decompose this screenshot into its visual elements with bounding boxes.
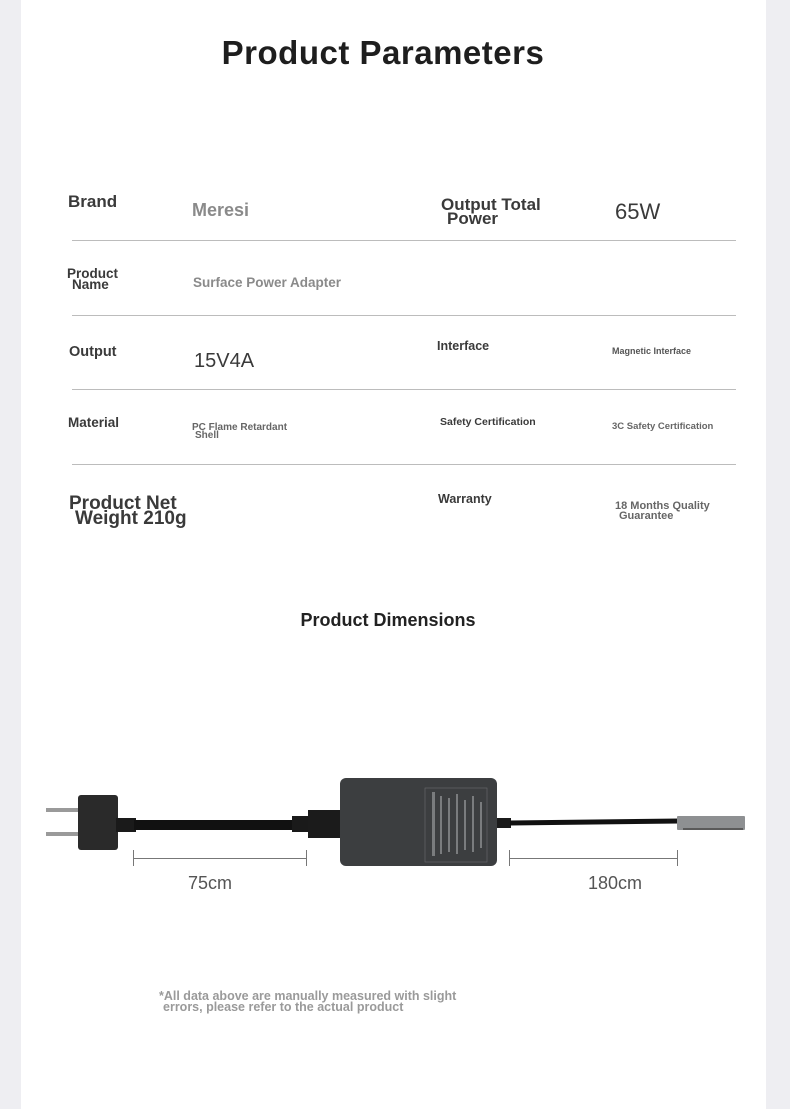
output-total-power-value: 65W: [615, 199, 661, 224]
warranty-value: [615, 501, 710, 521]
material-value-line2: Shell: [195, 430, 219, 441]
product-net-weight-line1: Product Net: [69, 493, 177, 514]
brand-value: Meresi: [192, 200, 250, 220]
plug-prong-icon: [46, 808, 80, 812]
plug-prong-icon: [46, 832, 80, 836]
warranty-label: Warranty: [438, 492, 492, 506]
dimension-tick: [133, 850, 134, 866]
product-net-weight: [69, 493, 187, 529]
disclaimer-note: [159, 991, 456, 1013]
dimensions-title: Product Dimensions: [300, 610, 476, 630]
dimension-tick: [306, 850, 307, 866]
power-adapter-illustration: [40, 770, 750, 880]
surface-connector-icon: [677, 816, 745, 830]
output-total-power-label-line1: Output Total: [441, 195, 541, 214]
row-divider: [72, 389, 736, 390]
material-value: [192, 424, 287, 440]
cable-connector: [308, 810, 342, 838]
product-name-label-line1: Product: [67, 266, 119, 281]
product-name-value: Surface Power Adapter: [193, 275, 342, 290]
material-label: Material: [68, 415, 120, 430]
right-dimension-line: [509, 858, 678, 859]
safety-certification-label: Safety Certification: [440, 416, 536, 428]
row-divider: [72, 464, 736, 465]
interface-label: Interface: [437, 339, 490, 353]
output-label: Output: [69, 344, 117, 360]
brand-label: Brand: [68, 192, 118, 211]
row-divider: [72, 240, 736, 241]
output-total-power-label-line2: Power: [447, 209, 499, 228]
warranty-value-line2: Guarantee: [619, 510, 674, 522]
ac-cable: [134, 820, 294, 830]
dc-cable: [510, 821, 680, 823]
material-value-line1: PC Flame Retardant: [192, 422, 288, 433]
product-name-label: [67, 268, 118, 290]
dimension-tick: [509, 850, 510, 866]
left-cable-length: 75cm: [188, 873, 233, 893]
output-value: 15V4A: [194, 350, 255, 372]
page-title: Product Parameters: [221, 34, 545, 71]
wall-plug-icon: [78, 795, 118, 850]
cable-strain-relief: [497, 818, 511, 828]
left-dimension-line: [133, 858, 306, 859]
right-cable-length: 180cm: [588, 873, 643, 893]
product-name-label-line2: Name: [72, 277, 109, 292]
dimension-tick: [677, 850, 678, 866]
cable-strain-relief: [116, 818, 136, 832]
safety-certification-value: 3C Safety Certification: [612, 421, 714, 432]
disclaimer-line1: *All data above are manually measured with slight: [159, 989, 457, 1003]
row-divider: [72, 315, 736, 316]
output-total-power-label: [441, 195, 541, 228]
product-net-weight-line2: Weight 210g: [75, 508, 187, 529]
warranty-value-line1: 18 Months Quality: [615, 500, 710, 512]
page-sheet: [21, 0, 766, 1109]
interface-value: Magnetic Interface: [612, 346, 692, 356]
disclaimer-line2: errors, please refer to the actual product: [163, 1000, 404, 1014]
